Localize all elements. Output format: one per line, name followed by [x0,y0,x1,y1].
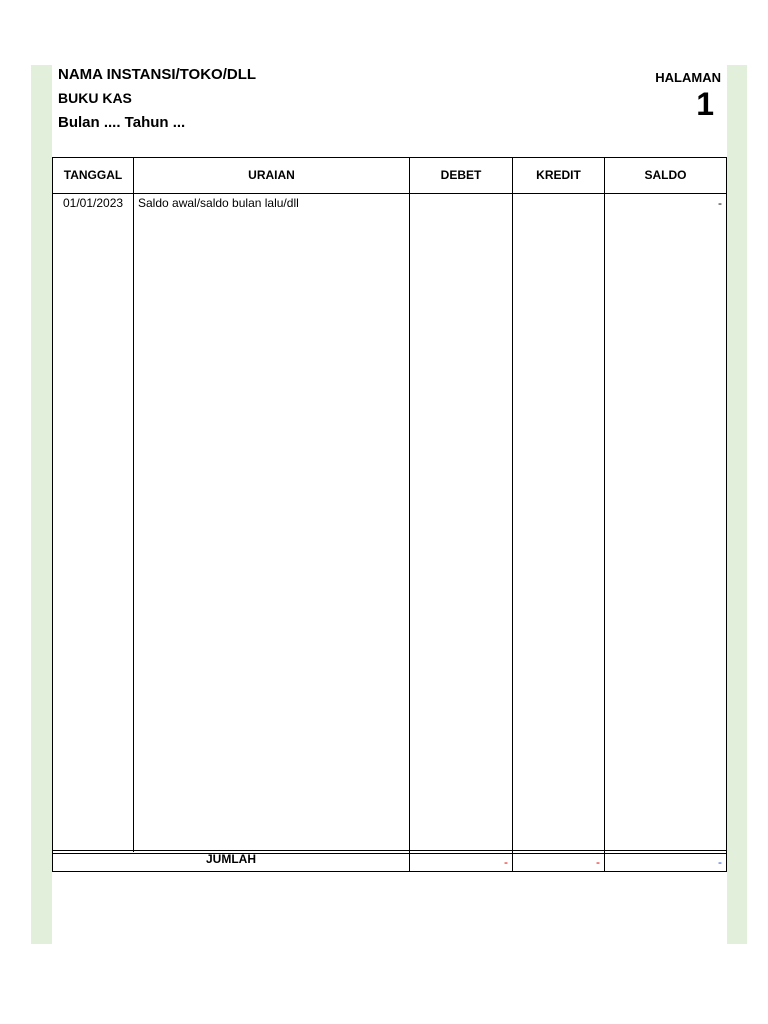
cell-balance[interactable]: - [718,196,722,210]
period-label: Bulan .... Tahun ... [58,114,186,131]
column-header-description[interactable]: URAIAN [248,168,295,182]
footer-divider [53,850,726,851]
column-divider [604,158,605,871]
column-divider [133,158,134,852]
book-title: BUKU KAS [58,90,132,106]
total-debit[interactable]: - [504,855,508,869]
column-header-balance[interactable]: SALDO [644,168,687,182]
page-label: HALAMAN [655,70,721,85]
header-divider [53,193,726,194]
cash-ledger-table [52,157,727,872]
column-header-date[interactable]: TANGGAL [63,168,123,182]
cell-description[interactable]: Saldo awal/saldo bulan lalu/dll [138,196,299,210]
page-number: 1 [696,86,714,122]
right-margin-band [727,65,747,944]
left-margin-band [31,65,52,944]
total-balance[interactable]: - [718,855,722,869]
column-header-credit[interactable]: KREDIT [536,168,581,182]
cell-date[interactable]: 01/01/2023 [63,196,124,210]
column-divider [512,158,513,871]
total-credit[interactable]: - [596,855,600,869]
column-divider [409,158,410,871]
column-header-debit[interactable]: DEBET [440,168,482,182]
total-label: JUMLAH [206,852,256,866]
organization-name: NAMA INSTANSI/TOKO/DLL [58,66,257,83]
